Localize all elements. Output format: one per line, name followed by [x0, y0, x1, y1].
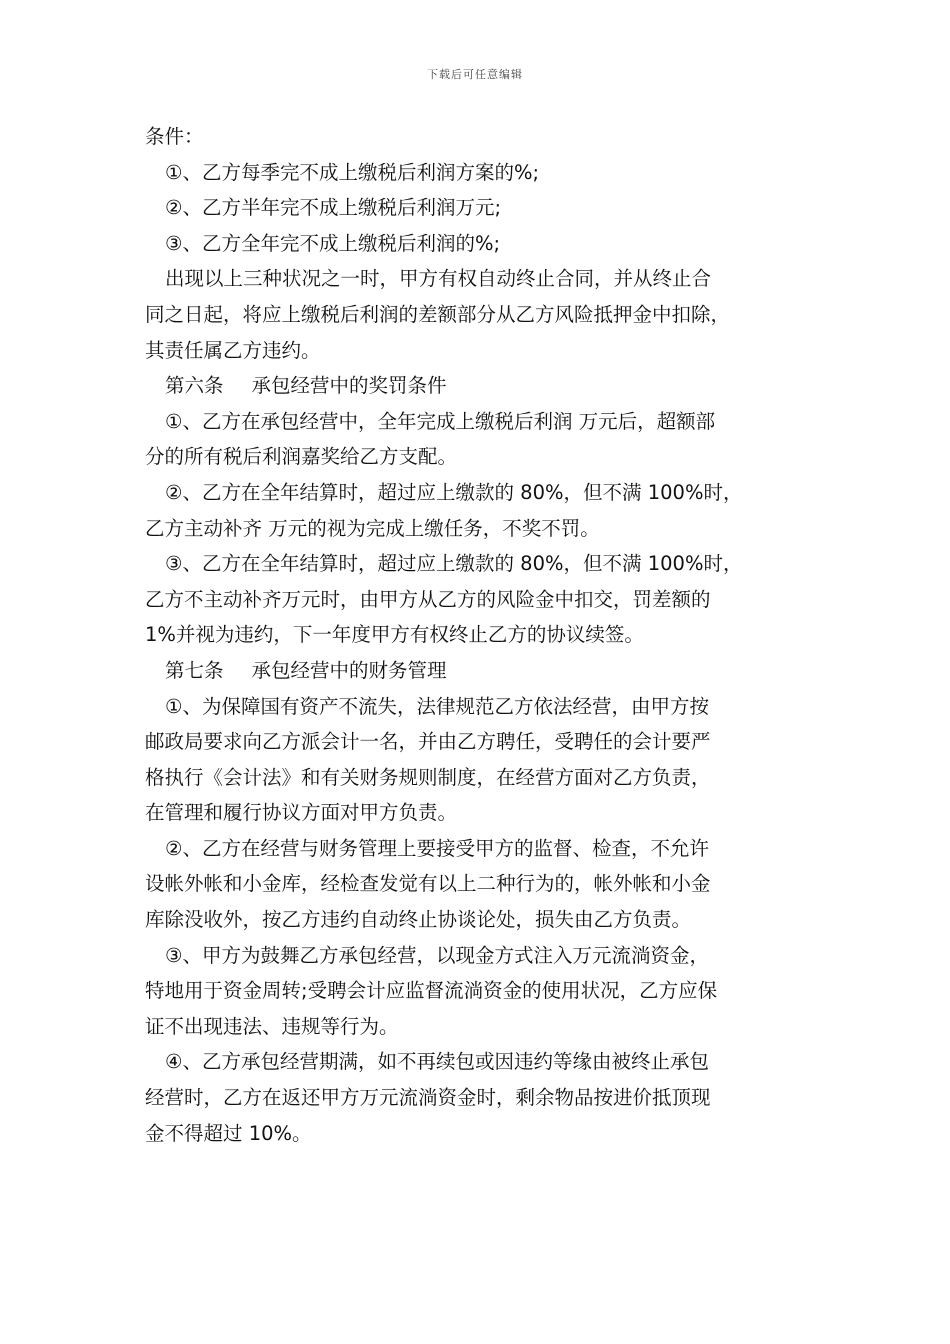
paragraph-line: 同之日起，将应上缴税后利润的差额部分从乙方风险抵押金中扣除， — [145, 302, 731, 326]
paragraph-line: 出现以上三种状况之一时，甲方有权自动终止合同，并从终止合 — [165, 267, 712, 291]
list-item: ①、乙方在承包经营中，全年完成上缴税后利润 万元后，超额部 — [165, 409, 716, 433]
article-6-heading — [145, 368, 809, 404]
paragraph-line: 证不出现违法、违规等行为。 — [145, 1014, 399, 1038]
article-7-label: 第七条 — [165, 658, 224, 682]
paragraph-line: 1%并视为违约，下一年度甲方有权终止乙方的协议续签。 — [145, 623, 644, 647]
paragraph-line: 特地用于资金周转;受聘会计应监督流淌资金的使用状况，乙方应保 — [145, 979, 718, 1003]
paragraph-line: 分的所有税后利润嘉奖给乙方支配。 — [145, 445, 458, 469]
paragraph-line: 乙方不主动补齐万元时，由甲方从乙方的风险金中扣交，罚差额的 — [145, 587, 711, 611]
paragraph-line: 金不得超过 10%。 — [145, 1121, 312, 1145]
list-item: ②、乙方在全年结算时，超过应上缴款的 80%，但不满 100%时， — [165, 480, 743, 504]
list-item: ②、乙方半年完不成上缴税后利润万元; — [165, 196, 502, 220]
paragraph-line: 在管理和履行协议方面对甲方负责。 — [145, 801, 458, 825]
list-item: ①、乙方每季完不成上缴税后利润方案的%; — [165, 160, 540, 184]
paragraph-line: 其责任属乙方违约。 — [145, 338, 321, 362]
article-6-title: 承包经营中的奖罚条件 — [251, 374, 447, 398]
list-item: ③、乙方全年完不成上缴税后利润的%; — [165, 231, 501, 255]
article-7-title: 承包经营中的财务管理 — [251, 658, 447, 682]
list-item: ④、乙方承包经营期满，如不再续包或因违约等缘由被终止承包 — [165, 1050, 709, 1074]
paragraph-line: 条件： — [145, 125, 204, 148]
paragraph-line: 库除没收外，按乙方违约自动终止协谈论处，损失由乙方负责。 — [145, 908, 692, 932]
list-item: ③、甲方为鼓舞乙方承包经营，以现金方式注入万元流淌资金， — [165, 943, 709, 967]
page-header: 下载后可任意编辑 — [427, 68, 523, 81]
article-6-label: 第六条 — [165, 374, 224, 398]
article-7-heading — [145, 653, 809, 689]
paragraph-line: 设帐外帐和小金库，经检查发觉有以上二种行为的，帐外帐和小金 — [145, 872, 711, 896]
paragraph-line: 格执行《会计法》和有关财务规则制度，在经营方面对乙方负责， — [145, 765, 711, 789]
paragraph-line: 邮政局要求向乙方派会计一名，并由乙方聘任，受聘任的会计要严 — [145, 730, 711, 754]
list-item: ②、乙方在经营与财务管理上要接受甲方的监督、检查，不允许 — [165, 836, 709, 860]
paragraph-line: 经营时，乙方在返还甲方万元流淌资金时，剩余物品按进价抵顶现 — [145, 1086, 711, 1110]
list-item: ①、为保障国有资产不流失，法律规范乙方依法经营，由甲方按 — [165, 694, 709, 718]
document-body — [145, 119, 809, 1151]
list-item: ③、乙方在全年结算时，超过应上缴款的 80%，但不满 100%时， — [165, 552, 743, 576]
paragraph-line: 乙方主动补齐 万元的视为完成上缴任务，不奖不罚。 — [145, 516, 600, 540]
